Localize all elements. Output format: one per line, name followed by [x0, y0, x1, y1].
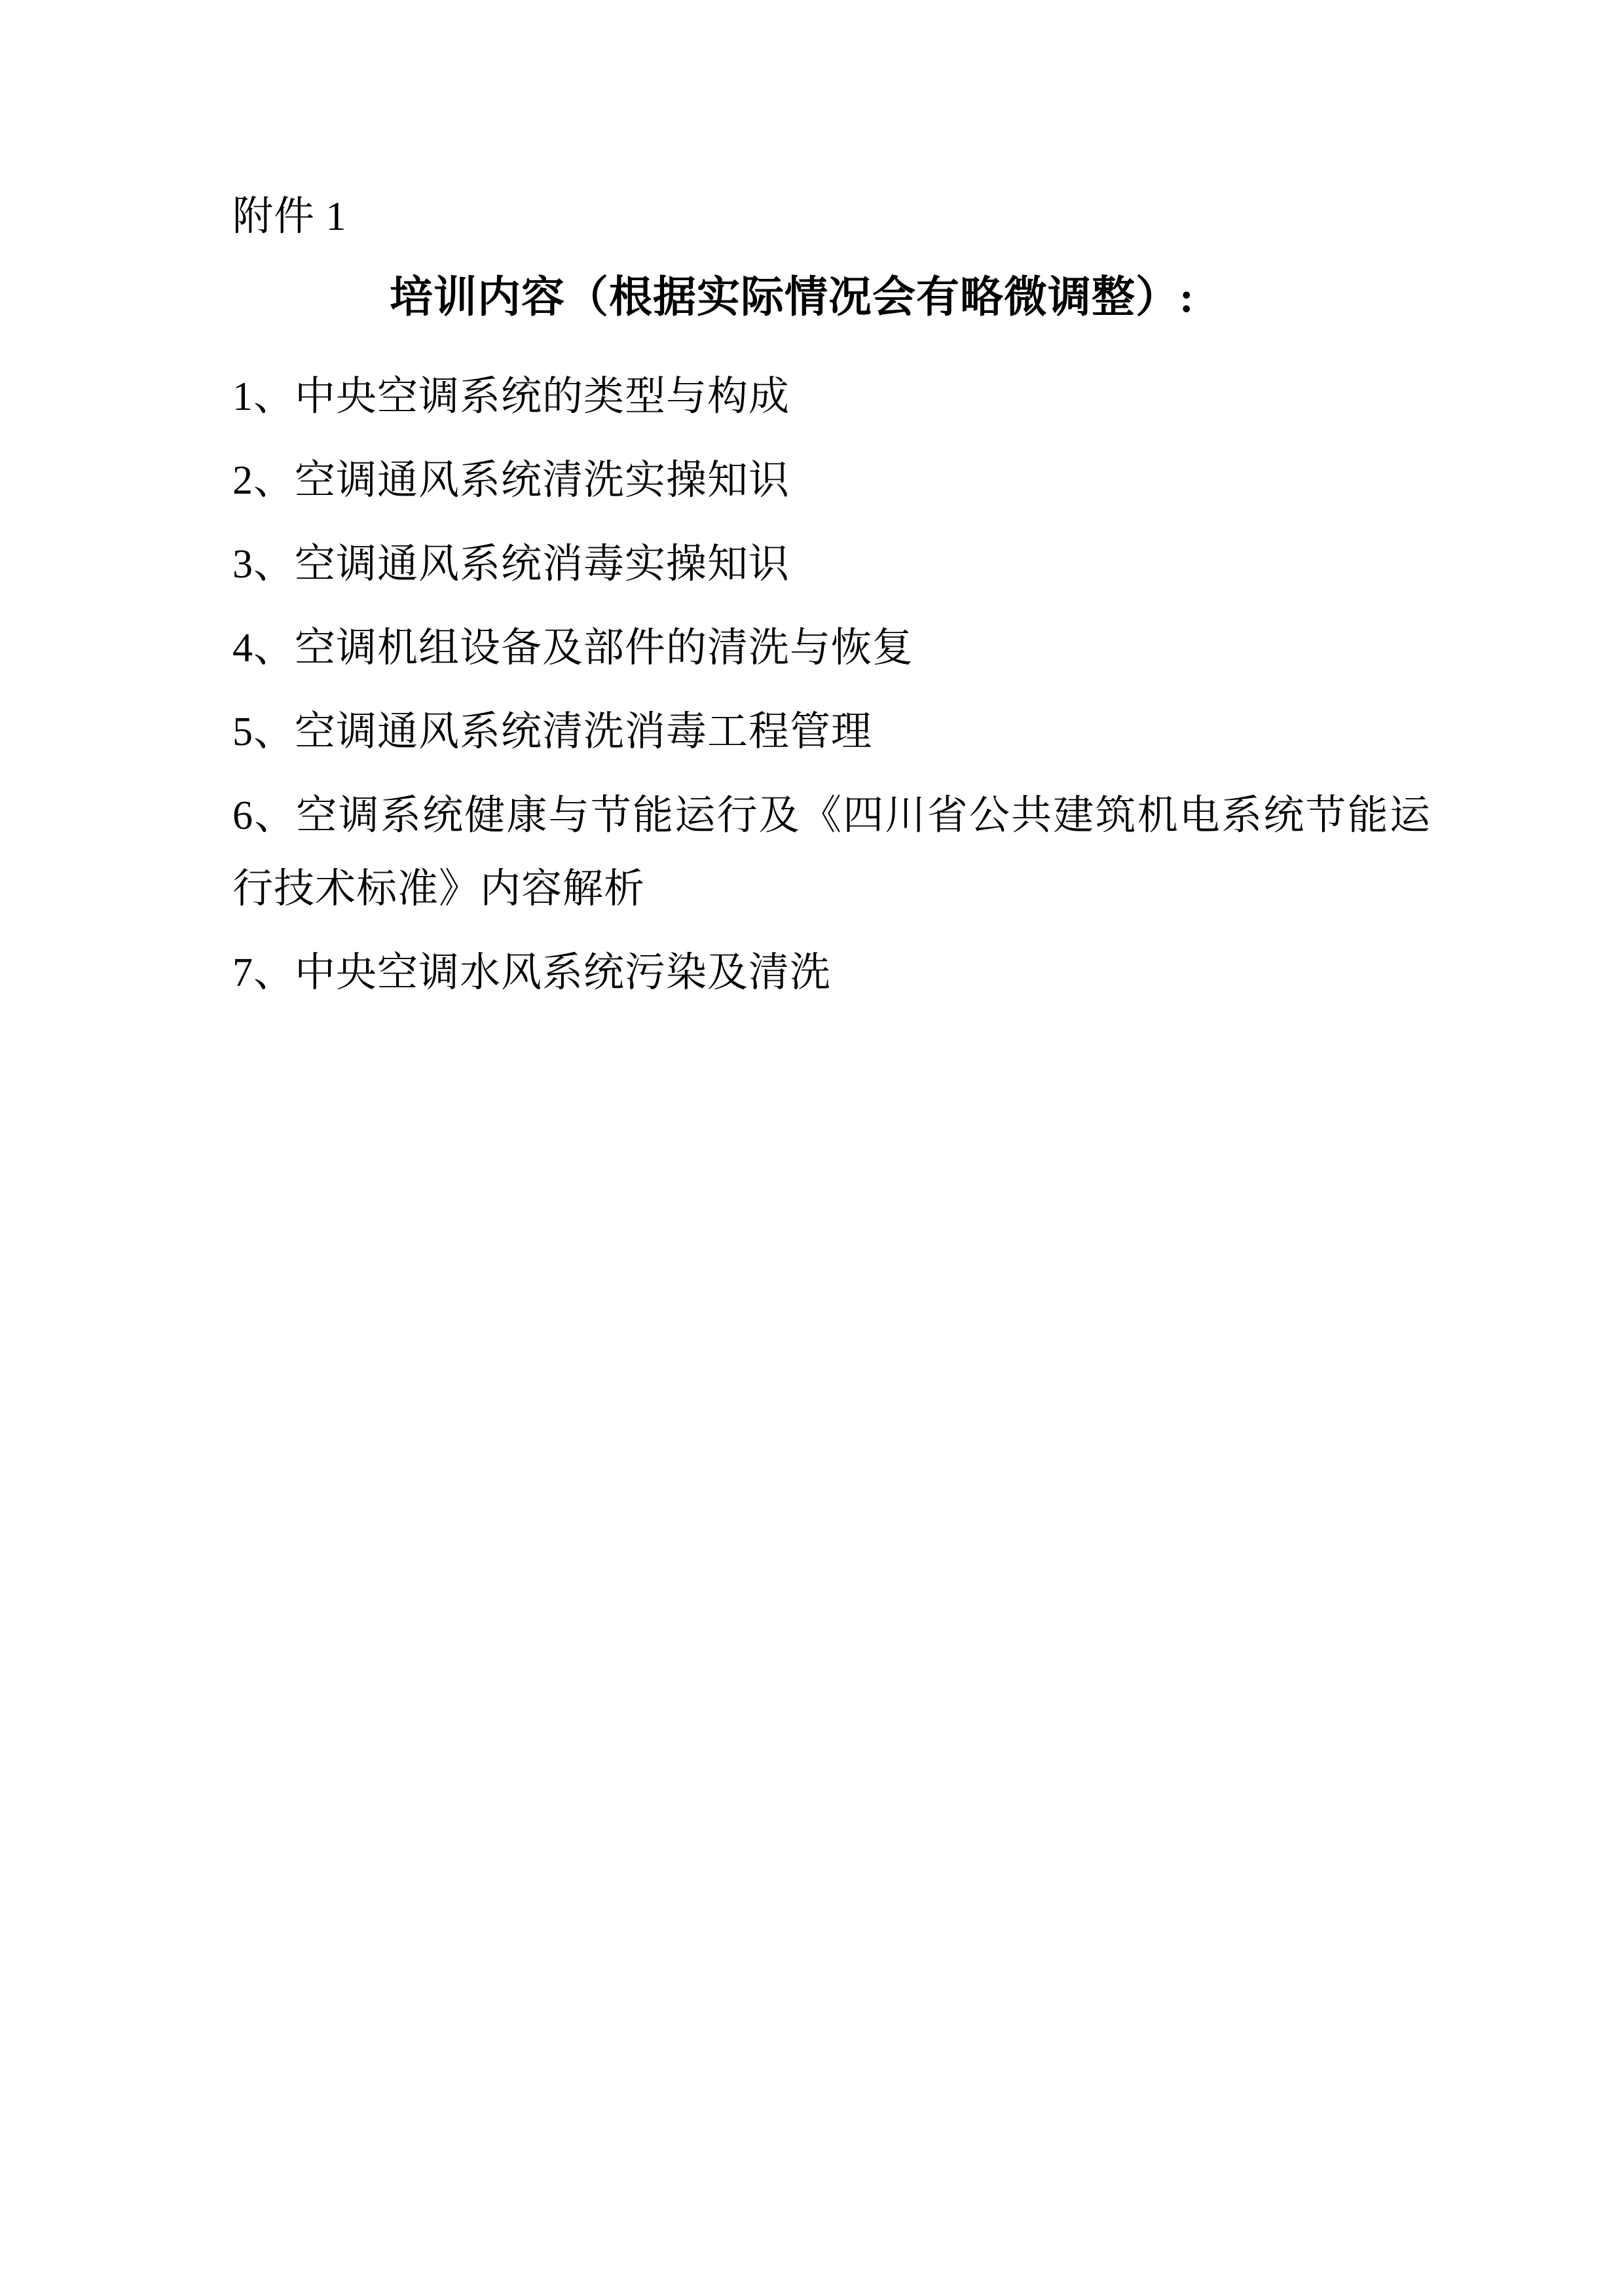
list-item: 4、空调机组设备及部件的清洗与恢复: [232, 626, 914, 670]
document-body: [232, 196, 1431, 1010]
page-title: 培训内容（根据实际情况会有略微调整）:: [390, 274, 1194, 321]
attachment-label: 附件 1: [232, 194, 347, 239]
list-item: 7、中央空调水风系统污染及清洗: [232, 951, 832, 995]
list-item: 3、空调通风系统消毒实操知识: [232, 542, 790, 587]
list-item: 2、空调通风系统清洗实操知识: [232, 458, 790, 503]
list-item: 6、空调系统健康与节能运行及《四川省公共建筑机电系统节能运行技术标准》内容解析: [232, 793, 1431, 911]
list-item: 5、空调通风系统清洗消毒工程管理: [232, 710, 873, 754]
list-item: 1、中央空调系统的类型与构成: [232, 374, 790, 419]
training-content-list: [232, 360, 1431, 1010]
